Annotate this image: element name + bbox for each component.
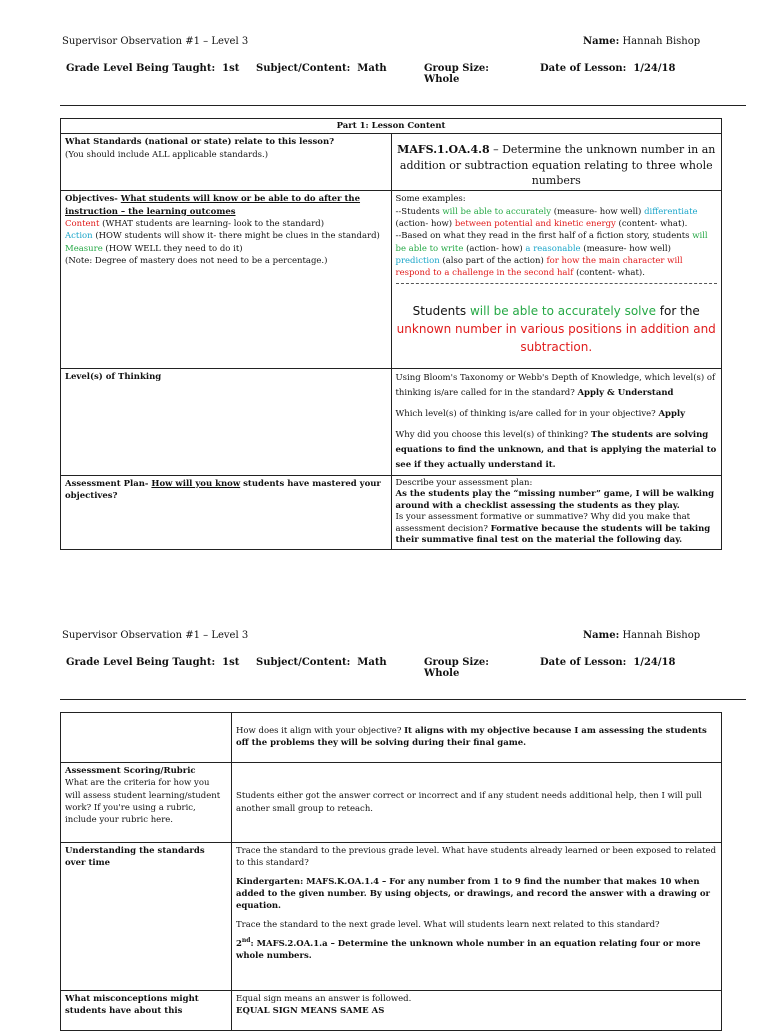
subject-label: Subject/Content:	[256, 63, 351, 74]
date-field-p2: Date of Lesson: 1/24/18	[540, 657, 676, 668]
lesson-objective: Students will be able to accurately solve for the unknown number in various positions in addition and subtraction.	[396, 303, 716, 354]
date-label: Date of Lesson:	[540, 63, 627, 74]
standard-text: – Determine the unknown number in an addition or subtraction equation relating to three whole numbers	[399, 143, 716, 188]
example-2: --Based on what they read in the first half of a fiction story, students will be able to write (action- how) a reasonable (measure- how well) prediction (also part of the action) for how the main character will respond to a challenge in the second half (content- what).	[395, 231, 708, 279]
assessment-table	[60, 712, 722, 1031]
levels-label: Level(s) of Thinking	[61, 369, 392, 475]
name-value: Hannah Bishop	[622, 36, 701, 47]
standards-label: What Standards (national or state) relate to this lesson? (You should include ALL applicable standards.)	[61, 134, 392, 191]
standards-value	[391, 134, 722, 191]
grade-field	[66, 63, 239, 74]
objectives-value	[391, 191, 722, 369]
example-1: --Students will be able to accurately (measure- how well) differentiate (action- how) between potential and kinetic energy (content- what).	[395, 206, 698, 230]
assessment-label: Assessment Plan- How will you know students have mastered your objectives?	[61, 475, 392, 549]
align-label-empty	[61, 713, 232, 763]
objectives-label: Objectives- What students will know or be able to do after the instruction – the learning outcomes Content (WHAT students are learning- look to the standard) Action (HOW students will show it- there might be clues in the standard) Measure (HOW WELL they need to do it) (Note: Degree of mastery does not need to be a percentage.)	[61, 191, 392, 369]
grade-field-p2: Grade Level Being Taught: 1st	[66, 657, 240, 668]
date-value: 1/24/18	[633, 63, 676, 74]
misconceptions-value: Equal sign means an answer is followed. EQUAL SIGN MEANS SAME AS	[232, 991, 722, 1031]
subject-value: Math	[357, 63, 387, 74]
misconceptions-label: What misconceptions might students have about this	[61, 991, 232, 1031]
group-field	[424, 63, 524, 85]
name-field-p2: Name: Hannah Bishop	[583, 630, 701, 641]
assessment-value: Describe your assessment plan: As the students play the “missing number” game, I will be walking around with a checklist assessing the students as they play. Is your assessment formative or summative? Why did you make that assessment decision? Formative because the students will be taking their summative final test on the material the following day.	[391, 475, 722, 549]
understanding-label: Understanding the standards over time	[61, 843, 232, 991]
name-label: Name:	[583, 36, 620, 47]
part1-caption: Part 1: Lesson Content	[61, 119, 722, 134]
standard-code: MAFS.1.OA.4.8	[397, 143, 490, 157]
subject-field	[256, 63, 387, 74]
subject-field-p2: Subject/Content: Math	[256, 657, 387, 668]
levels-value: Using Bloom's Taxonomy or Webb's Depth of Knowledge, which level(s) of thinking is/are called for in the standard? Apply & Understand Which level(s) of thinking is/are called for in your objective? Apply Why did you choose this level(s) of thinking? The students are solving equations to find the unknown, and that is applying the material to see if they actually understand it.	[391, 369, 722, 475]
observation-title-p2: Supervisor Observation #1 – Level 3	[62, 630, 249, 641]
header-divider-p2	[60, 699, 746, 700]
dashed-divider	[396, 283, 718, 284]
examples-heading: Some examples:	[395, 194, 466, 205]
header-divider	[60, 105, 746, 106]
understanding-value: Trace the standard to the previous grade level. What have students already learned or been exposed to related to this standard? Kindergarten: MAFS.K.OA.1.4 – For any number from 1 to 9 find the number that makes 10 when added to the given number. By using objects, or drawings, and record the answer with a drawing or equation. Trace the standard to the next grade level. What will students learn next related to this standard? 2nd: MAFS.2.OA.1.a – Determine the unknown whole number in an equation relating four or more whole numbers.	[232, 843, 722, 991]
grade-value: 1st	[222, 63, 240, 74]
grade-label: Grade Level Being Taught:	[66, 63, 216, 74]
name-field	[583, 36, 700, 47]
scoring-label: Assessment Scoring/Rubric What are the criteria for how you will assess student learning/student work? If you're using a rubric, include your rubric here.	[61, 763, 232, 843]
group-field-p2: Group Size: Whole	[424, 657, 489, 679]
align-value: How does it align with your objective? It aligns with my objective because I am assessing the students off the problems they will be solving during their final game.	[232, 713, 722, 763]
lesson-content-table	[60, 118, 722, 550]
group-label: Group Size:	[424, 63, 489, 74]
scoring-value: Students either got the answer correct or incorrect and if any student needs additional help, then I will pull another small group to reteach.	[232, 763, 722, 843]
observation-title: Supervisor Observation #1 – Level 3	[62, 36, 249, 47]
group-value: Whole	[424, 74, 460, 85]
date-field	[540, 63, 675, 74]
